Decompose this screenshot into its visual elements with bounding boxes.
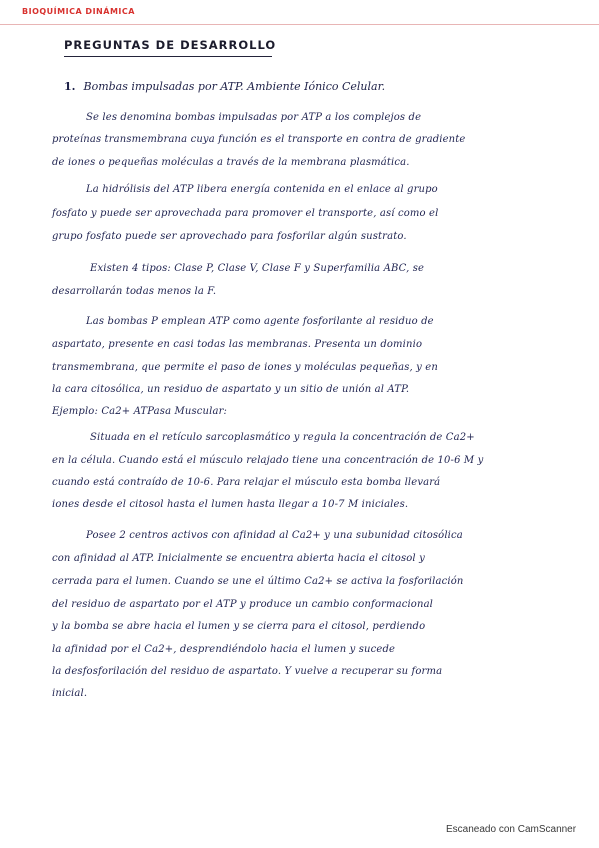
body-line: del residuo de aspartato por el ATP y produce un cambio conformacional: [52, 599, 434, 610]
header-divider: [0, 24, 599, 25]
body-line: la cara citosólica, un residuo de aspartato y un sitio de unión al ATP.: [52, 384, 410, 395]
body-line: Existen 4 tipos: Clase P, Clase V, Clase F y Superfamilia ABC, se: [90, 263, 425, 274]
body-line: proteínas transmembrana cuya función es el transporte en contra de gradiente: [52, 134, 466, 145]
body-line: fosfato y puede ser aprovechada para promover el transporte, así como el: [52, 208, 439, 219]
body-line: grupo fosfato puede ser aprovechado para fosforilar algún sustrato.: [52, 231, 407, 242]
body-line: Ejemplo: Ca2+ ATPasa Muscular:: [52, 406, 228, 417]
body-line: transmembrana, que permite el paso de iones y moléculas pequeñas, y en: [52, 362, 438, 373]
section-title: PREGUNTAS DE DESARROLLO: [64, 38, 277, 52]
body-line: Posee 2 centros activos con afinidad al Ca2+ y una subunidad citosólica: [86, 530, 463, 541]
body-line: desarrollarán todas menos la F.: [52, 286, 217, 297]
question-title: Bombas impulsadas por ATP. Ambiente Iónico Celular.: [83, 80, 386, 93]
body-line: la desfosforilación del residuo de aspartato. Y vuelve a recuperar su forma: [52, 666, 443, 677]
body-line: en la célula. Cuando está el músculo relajado tiene una concentración de 10-6 M y: [52, 455, 484, 466]
scanner-watermark: Escaneado con CamScanner: [446, 824, 577, 835]
body-line: inicial.: [52, 688, 88, 699]
body-line: la afinidad por el Ca2+, desprendiéndolo hacia el lumen y sucede: [52, 644, 396, 655]
body-line: con afinidad al ATP. Inicialmente se encuentra abierta hacia el citosol y: [52, 553, 425, 564]
body-line: cuando está contraído de 10-6. Para relajar el músculo esta bomba llevará: [52, 477, 441, 488]
body-line: iones desde el citosol hasta el lumen hasta llegar a 10-7 M iniciales.: [52, 499, 409, 510]
body-line: La hidrólisis del ATP libera energía contenida en el enlace al grupo: [86, 184, 438, 195]
question-number: 1.: [64, 80, 76, 93]
question-heading: [64, 80, 385, 93]
body-line: aspartato, presente en casi todas las membranas. Presenta un dominio: [52, 339, 423, 350]
course-title: BIOQUÍMICA DINÁMICA: [22, 7, 135, 16]
body-line: de iones o pequeñas moléculas a través de la membrana plasmática.: [52, 157, 410, 168]
body-line: Se les denomina bombas impulsadas por ATP a los complejos de: [86, 112, 422, 123]
body-line: y la bomba se abre hacia el lumen y se cierra para el citosol, perdiendo: [52, 621, 426, 632]
body-line: Las bombas P emplean ATP como agente fosforilante al residuo de: [86, 316, 434, 327]
body-line: cerrada para el lumen. Cuando se une el último Ca2+ se activa la fosforilación: [52, 576, 464, 587]
body-line: Situada en el retículo sarcoplasmático y regula la concentración de Ca2+: [90, 432, 475, 443]
title-underline: [64, 56, 272, 57]
